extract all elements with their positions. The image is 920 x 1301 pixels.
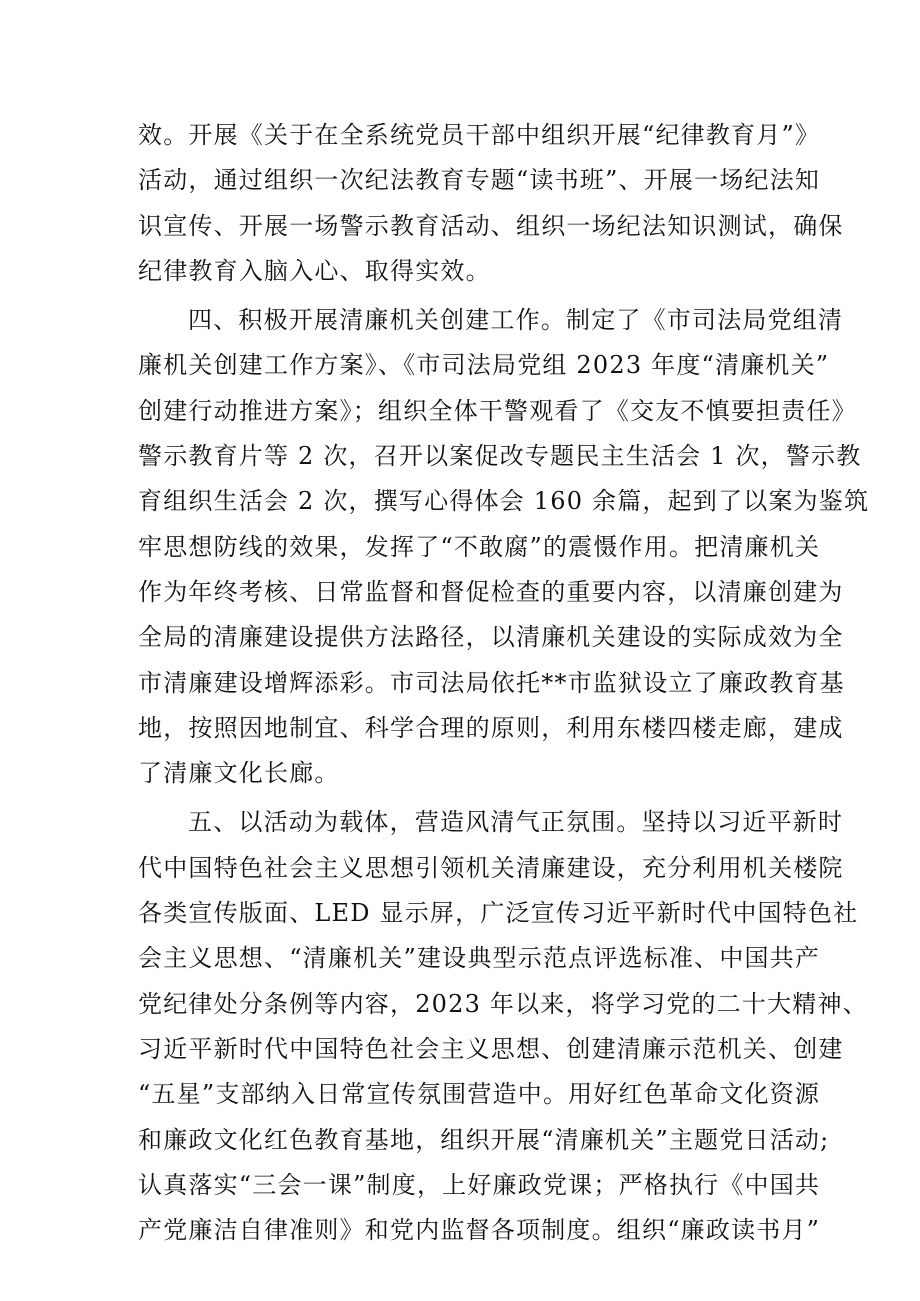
section-four-first-line: 四、积极开展清廉机关创建工作。制定了《市司法局党组清 <box>188 306 844 335</box>
body-text <box>138 113 870 1253</box>
text-line: 廉机关创建工作方案》、《市司法局党组 2023 年度“清廉机关” <box>138 351 830 380</box>
text-line: 认真落实“三会一课”制度，上好廉政党课；严格执行《中国共 <box>138 1170 821 1199</box>
text-line: 育组织生活会 2 次，撰写心得体会 160 余篇，起到了以案为鉴筑 <box>138 487 870 516</box>
text-line: 活动，通过组织一次纪法教育专题“读书班”、开展一场纪法知 <box>138 166 821 195</box>
text-line: 识宣传、开展一场警示教育活动、组织一场纪法知识测试，确保 <box>138 211 844 240</box>
text-line: 代中国特色社会主义思想引领机关清廉建设，充分利用机关楼院 <box>138 853 844 882</box>
text-line: 市清廉建设增辉添彩。市司法局依托**市监狱设立了廉政教育基 <box>138 668 845 697</box>
text-line: 警示教育片等 2 次，召开以案促改专题民主生活会 1 次，警示教 <box>138 442 862 471</box>
text-line: 习近平新时代中国特色社会主义思想、创建清廉示范机关、创建 <box>138 1034 844 1063</box>
text-line: 全局的清廉建设提供方法路径，以清廉机关建设的实际成效为全 <box>138 623 844 652</box>
text-line: 效。开展《关于在全系统党员干部中组织开展“纪律教育月”》 <box>138 121 821 149</box>
text-line: “五星”支部纳入日常宣传氛围营造中。用好红色革命文化资源 <box>138 1080 821 1109</box>
text-line: 作为年终考核、日常监督和督促检查的重要内容，以清廉创建为 <box>138 577 844 606</box>
text-line: 和廉政文化红色教育基地，组织开展“清廉机关”主题党日活动; <box>138 1125 830 1154</box>
section-five-first-line: 五、以活动为载体，营造风清气正氛围。坚持以习近平新时 <box>188 808 844 837</box>
text-line: 牢思想防线的效果，发挥了“不敢腐”的震慑作用。把清廉机关 <box>138 532 821 561</box>
text-line: 党纪律处分条例等内容，2023 年以来，将学习党的二十大精神、 <box>138 989 868 1018</box>
text-line: 地，按照因地制宜、科学合理的原则，利用东楼四楼走廊，建成 <box>138 713 844 742</box>
text-line: 各类宣传版面、LED 显示屏，广泛宣传习近平新时代中国特色社 <box>138 899 859 928</box>
text-line: 纪律教育入脑入心、取得实效。 <box>138 256 491 285</box>
text-line: 了清廉文化长廊。 <box>138 759 340 788</box>
text-line: 创建行动推进方案》；组织全体干警观看了《交友不慎要担责任》 <box>138 396 857 425</box>
text-line: 会主义思想、“清廉机关”建设典型示范点评选标准、中国共产 <box>138 944 821 973</box>
text-line: 产党廉洁自律准则》和党内监督各项制度。组织“廉政读书月” <box>138 1216 821 1245</box>
